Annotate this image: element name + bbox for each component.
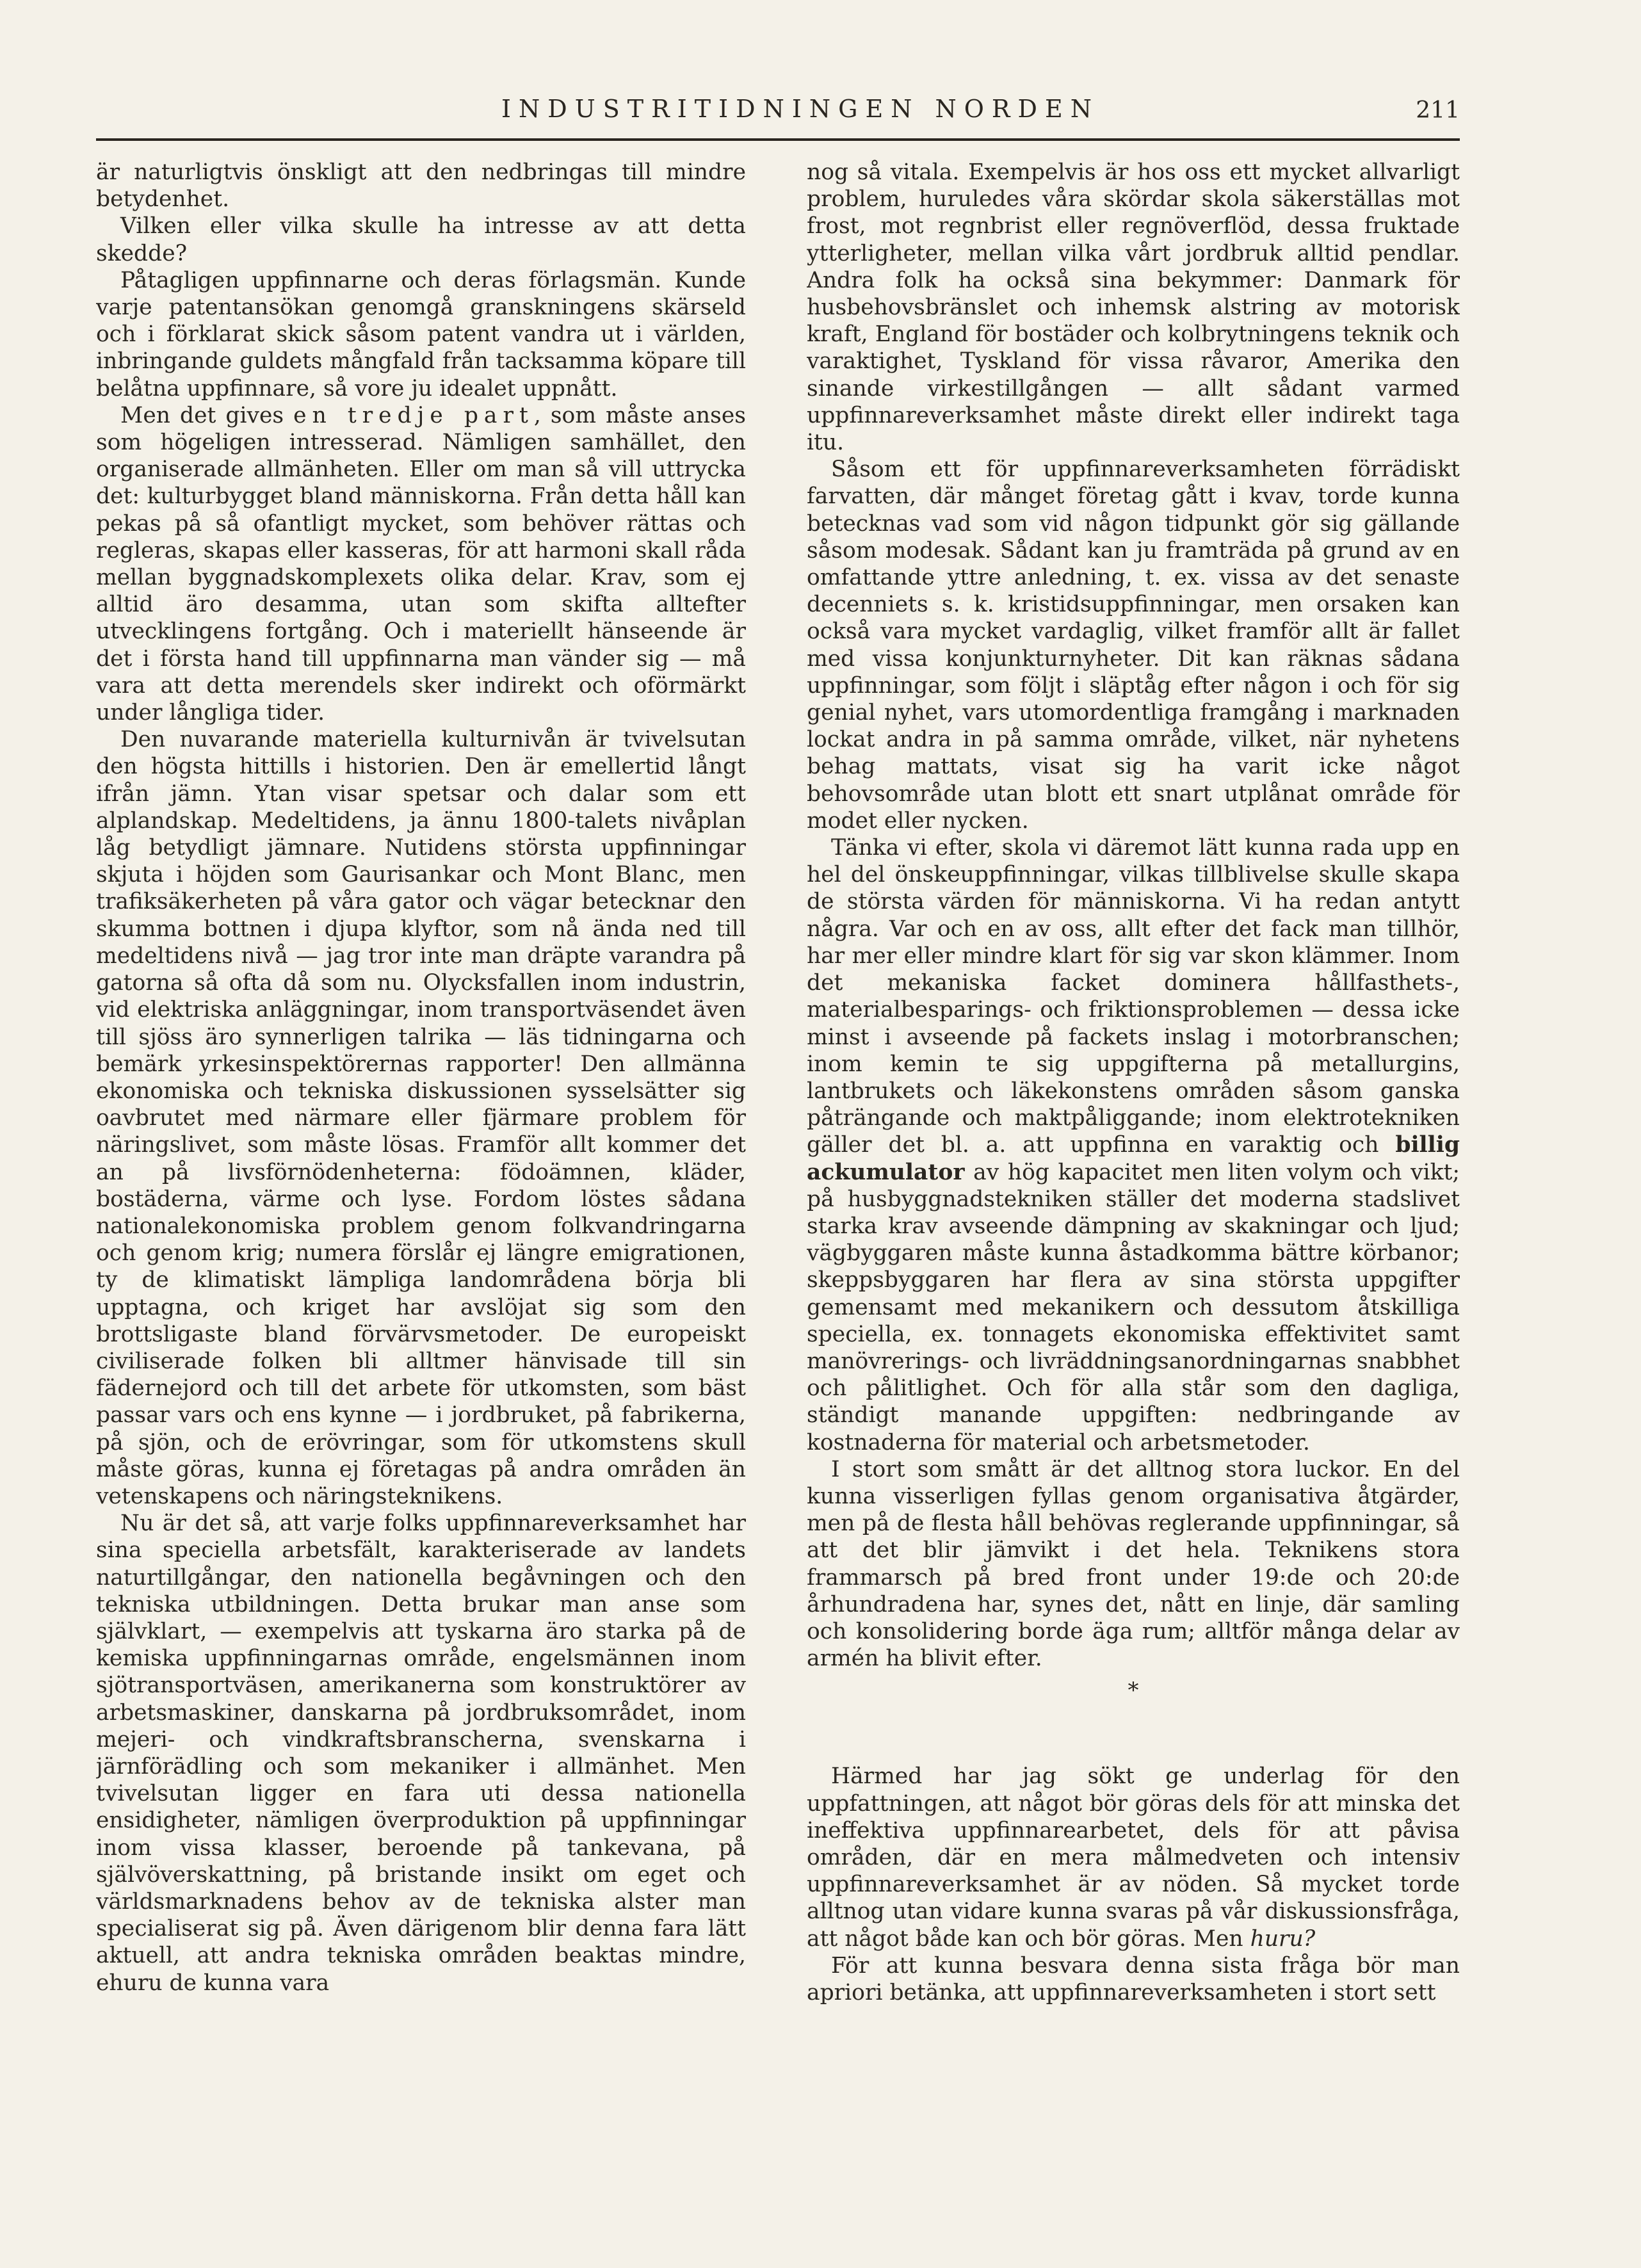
left-column bbox=[96, 159, 746, 2208]
paragraph: Påtagligen uppfinnarne och deras förlagsmän. Kunde varje patentansökan genomgå granskningens skärseld och i förklarat skick såsom patent vandra ut i världen, inbringande guldets mångfald från tacksamma köpare till belåtna uppfinnare, så vore ju idealet uppnått. bbox=[96, 267, 746, 401]
running-title: INDUSTRITIDNINGEN NORDEN bbox=[501, 95, 1099, 123]
page-number: 211 bbox=[1416, 97, 1460, 124]
page-header bbox=[96, 95, 1460, 133]
text-run: , som måste anses som högeligen intresserad. Nämligen samhället, den organiserade allmänheten. Eller om man så vill uttrycka det: kulturbygget bland människorna. Från detta håll kan pekas på så ofantligt mycket, som behöver rättas och regleras, skapas eller kasseras, för att harmoni skall råda mellan byggnadskomplexets olika delar. Krav, som ej alltid äro desamma, utan som skifta alltefter utvecklingens fortgång. Och i materiellt hänseende är det i första hand till uppfinnarna man vänder sig — må vara att detta merendels sker indirekt och oförmärkt under långliga tider. bbox=[96, 402, 746, 726]
spaced-emphasis: en tredje part bbox=[293, 402, 534, 428]
paragraph bbox=[807, 1763, 1460, 1952]
text-run: av hög kapacitet men liten volym och vikt; på husbyggnadstekniken ställer det moderna stadslivet starka krav avseende dämpning av skakningar och ljud; vägbyggaren måste kunna åstadkomma bättre körbanor; skeppsbyggaren har flera av sina största uppgifter gemensamt med mekanikern och dessutom åtskilliga speciella, ex. tonnagets ekonomiska effektivitet samt manövrerings- och livräddningsanordningarnas snabbhet och pålitlighet. Och för alla står som den dagliga, ständigt manande uppgiften: nedbringande av kostnaderna för material och arbetsmetoder. bbox=[807, 1159, 1460, 1455]
section-break-asterisk: * bbox=[1128, 1678, 1139, 1704]
paragraph: För att kunna besvara denna sista fråga bör man apriori betänka, att uppfinnareverksamheten i stort sett bbox=[807, 1952, 1460, 2005]
text-run: Tänka vi efter, skola vi däremot lätt kunna rada upp en hel del önskeuppfinningar, vilkas tillblivelse skulle skapa de största värden för människorna. Vi ha redan antytt några. Var och en av oss, allt efter det fack man tillhör, har mer eller mindre klart för sig var skon klämmer. Inom det mekaniska facket dominera hållfasthets-, materialbesparings- och friktionsproblemen — dessa icke minst i avseende på fackets inslag i motorbranschen; inom kemin te sig uppgifterna på metallurgins, lantbrukets och läkekonstens områden såsom ganska påträngande och maktpåliggande; inom elektrotekniken gäller det bl. a. att uppfinna en varaktig och bbox=[807, 835, 1460, 1158]
text-run: Men det gives bbox=[120, 402, 294, 428]
right-column bbox=[807, 159, 1460, 2208]
paragraph: Nu är det så, att varje folks uppfinnareverksamhet har sina speciella arbetsfält, karakteriserade av landets naturtillgångar, den nationella begåvningen och den tekniska utbildningen. Detta brukar man anse som självklart, — exempelvis att tyskarna äro starka på de kemiska uppfinningarnas område, engelsmännen inom sjötransportväsen, amerikanerna som konstruktörer av arbetsmaskiner, danskarna på jordbruksområdet, inom mejeri- och vindkraftsbranscherna, svenskarna i järnförädling och som mekaniker i allmänhet. Men tvivelsutan ligger en fara uti dessa nationella ensidigheter, nämligen överproduktion på uppfinningar inom vissa klasser, beroende på tankevana, på självöverskattning, på bristande insikt om eget och världsmarknadens behov av de tekniska alster man specialiserat sig på. Även därigenom blir denna fara lätt aktuell, att andra tekniska områden beaktas mindre, ehuru de kunna vara bbox=[96, 1511, 746, 1996]
bold-emphasis: billig ackumulator bbox=[807, 1132, 1460, 1185]
paragraph: Såsom ett för uppfinnareverksamheten förrädiskt farvatten, där månget företag gått i kvav, torde kunna betecknas vad som vid någon tidpunkt gör sig gällande såsom modesak. Sådant kan ju framträda på grund av en omfattande yttre anledning, t. ex. vissa av det senaste decenniets s. k. kristidsuppfinningar, men orsaken kan också vara mycket vardaglig, vilket framför allt är fallet med vissa konjunkturnyheter. Dit kan räknas sådana uppfinningar, som följt i släptåg efter någon i och för sig genial nyhet, vars utomordentliga framgång i marknaden lockat andra in på samma område, vilket, när nyhetens behag mattats, visat sig ha varit icke något behovsområde utan blott ett snart utplånat område för modet eller nycken. bbox=[807, 457, 1460, 834]
italic-emphasis: huru? bbox=[1250, 1925, 1316, 1952]
header-rule bbox=[96, 138, 1460, 141]
paragraph bbox=[96, 402, 746, 726]
paragraph: Vilken eller vilka skulle ha intresse av att detta skedde? bbox=[96, 213, 746, 266]
paragraph bbox=[807, 834, 1460, 1456]
paragraph: Den nuvarande materiella kulturnivån är tvivelsutan den högsta hittills i historien. Den är emellertid långt ifrån jämn. Ytan visar spetsar och dalar som ett alplandskap. Medeltidens, ja ännu 1800-talets nivåplan låg betydligt jämnare. Nutidens största uppfinningar skjuta i höjden som Gaurisankar och Mont Blanc, men trafiksäkerheten på våra gator och vägar betecknar den skumma bottnen i djupa klyftor, som nå ända ned till medeltidens nivå — jag tror inte man dräpte varandra på gatorna så ofta då som nu. Olycksfallen inom industrin, vid elektriska anläggningar, inom transportväsendet även till sjöss äro synnerligen talrika — läs tidningarna och bemärk yrkesinspektörernas rapporter! Den allmänna ekonomiska och tekniska diskussionen sysselsätter sig oavbrutet med närmare eller fjärmare problem för näringslivet, som måste lösas. Framför allt kommer det an på livsförnödenheterna: födoämnen, kläder, bostäderna, värme och lyse. Fordom löstes sådana nationalekonomiska problem genom folkvandringarna och genom krig; numera förslår ej längre emigrationen, ty de klimatiskt lämpliga landområdena börja bli upptagna, och kriget har avslöjat sig som den brottsligaste bland förvärvsmetoder. De europeiskt civiliserade folken bli alltmer hänvisade till sin fädernejord och till det arbete för utkomsten, som bäst passar vars och ens kynne — i jordbruket, på fabrikerna, på sjön, och de erövringar, som för utkomstens skull måste göras, kunna ej företagas på andra områden än vetenskapens och näringsteknikens. bbox=[96, 727, 746, 1509]
paragraph: I stort som smått är det alltnog stora luckor. En del kunna visserligen fyllas genom organisativa åtgärder, men på de flesta håll behövas reglerande uppfinningar, så att det blir jämvikt i det hela. Teknikens stora frammarsch på bred front under 19:de och 20:de århundradena har, synes det, nått en linje, där samling och konsolidering borde äga rum; alltför många delar av armén ha blivit efter. bbox=[807, 1456, 1460, 1672]
text-run: Härmed har jag sökt ge underlag för den uppfattningen, att något bör göras dels för att minska det ineffektiva uppfinnarearbetet, dels för att påvisa områden, där en mera målmedveten och intensiv uppfinnareverksamhet är av nöden. Så mycket torde alltnog utan vidare kunna svaras på vår diskussionsfråga, att något både kan och bör göras. Men bbox=[807, 1763, 1460, 1952]
paragraph: är naturligtvis önskligt att den nedbringas till mindre betydenhet. bbox=[96, 159, 746, 213]
paragraph: nog så vitala. Exempelvis är hos oss ett mycket allvarligt problem, huruledes våra skördar skola säkerställas mot frost, mot regnbrist eller regnöverflöd, dessa fruktade ytterligheter, mellan vilka vårt jordbruk alltid pendlar. Andra folk ha också sina bekymmer: Danmark för husbehovsbränslet och inhemsk alstring av motorisk kraft, England för bostäder och kolbrytningens teknik och varaktighet, Tyskland för vissa råvaror, Amerika den sinande virkestillgången — allt sådant varmed uppfinnareverksamhet måste direkt eller indirekt taga itu. bbox=[807, 159, 1460, 456]
